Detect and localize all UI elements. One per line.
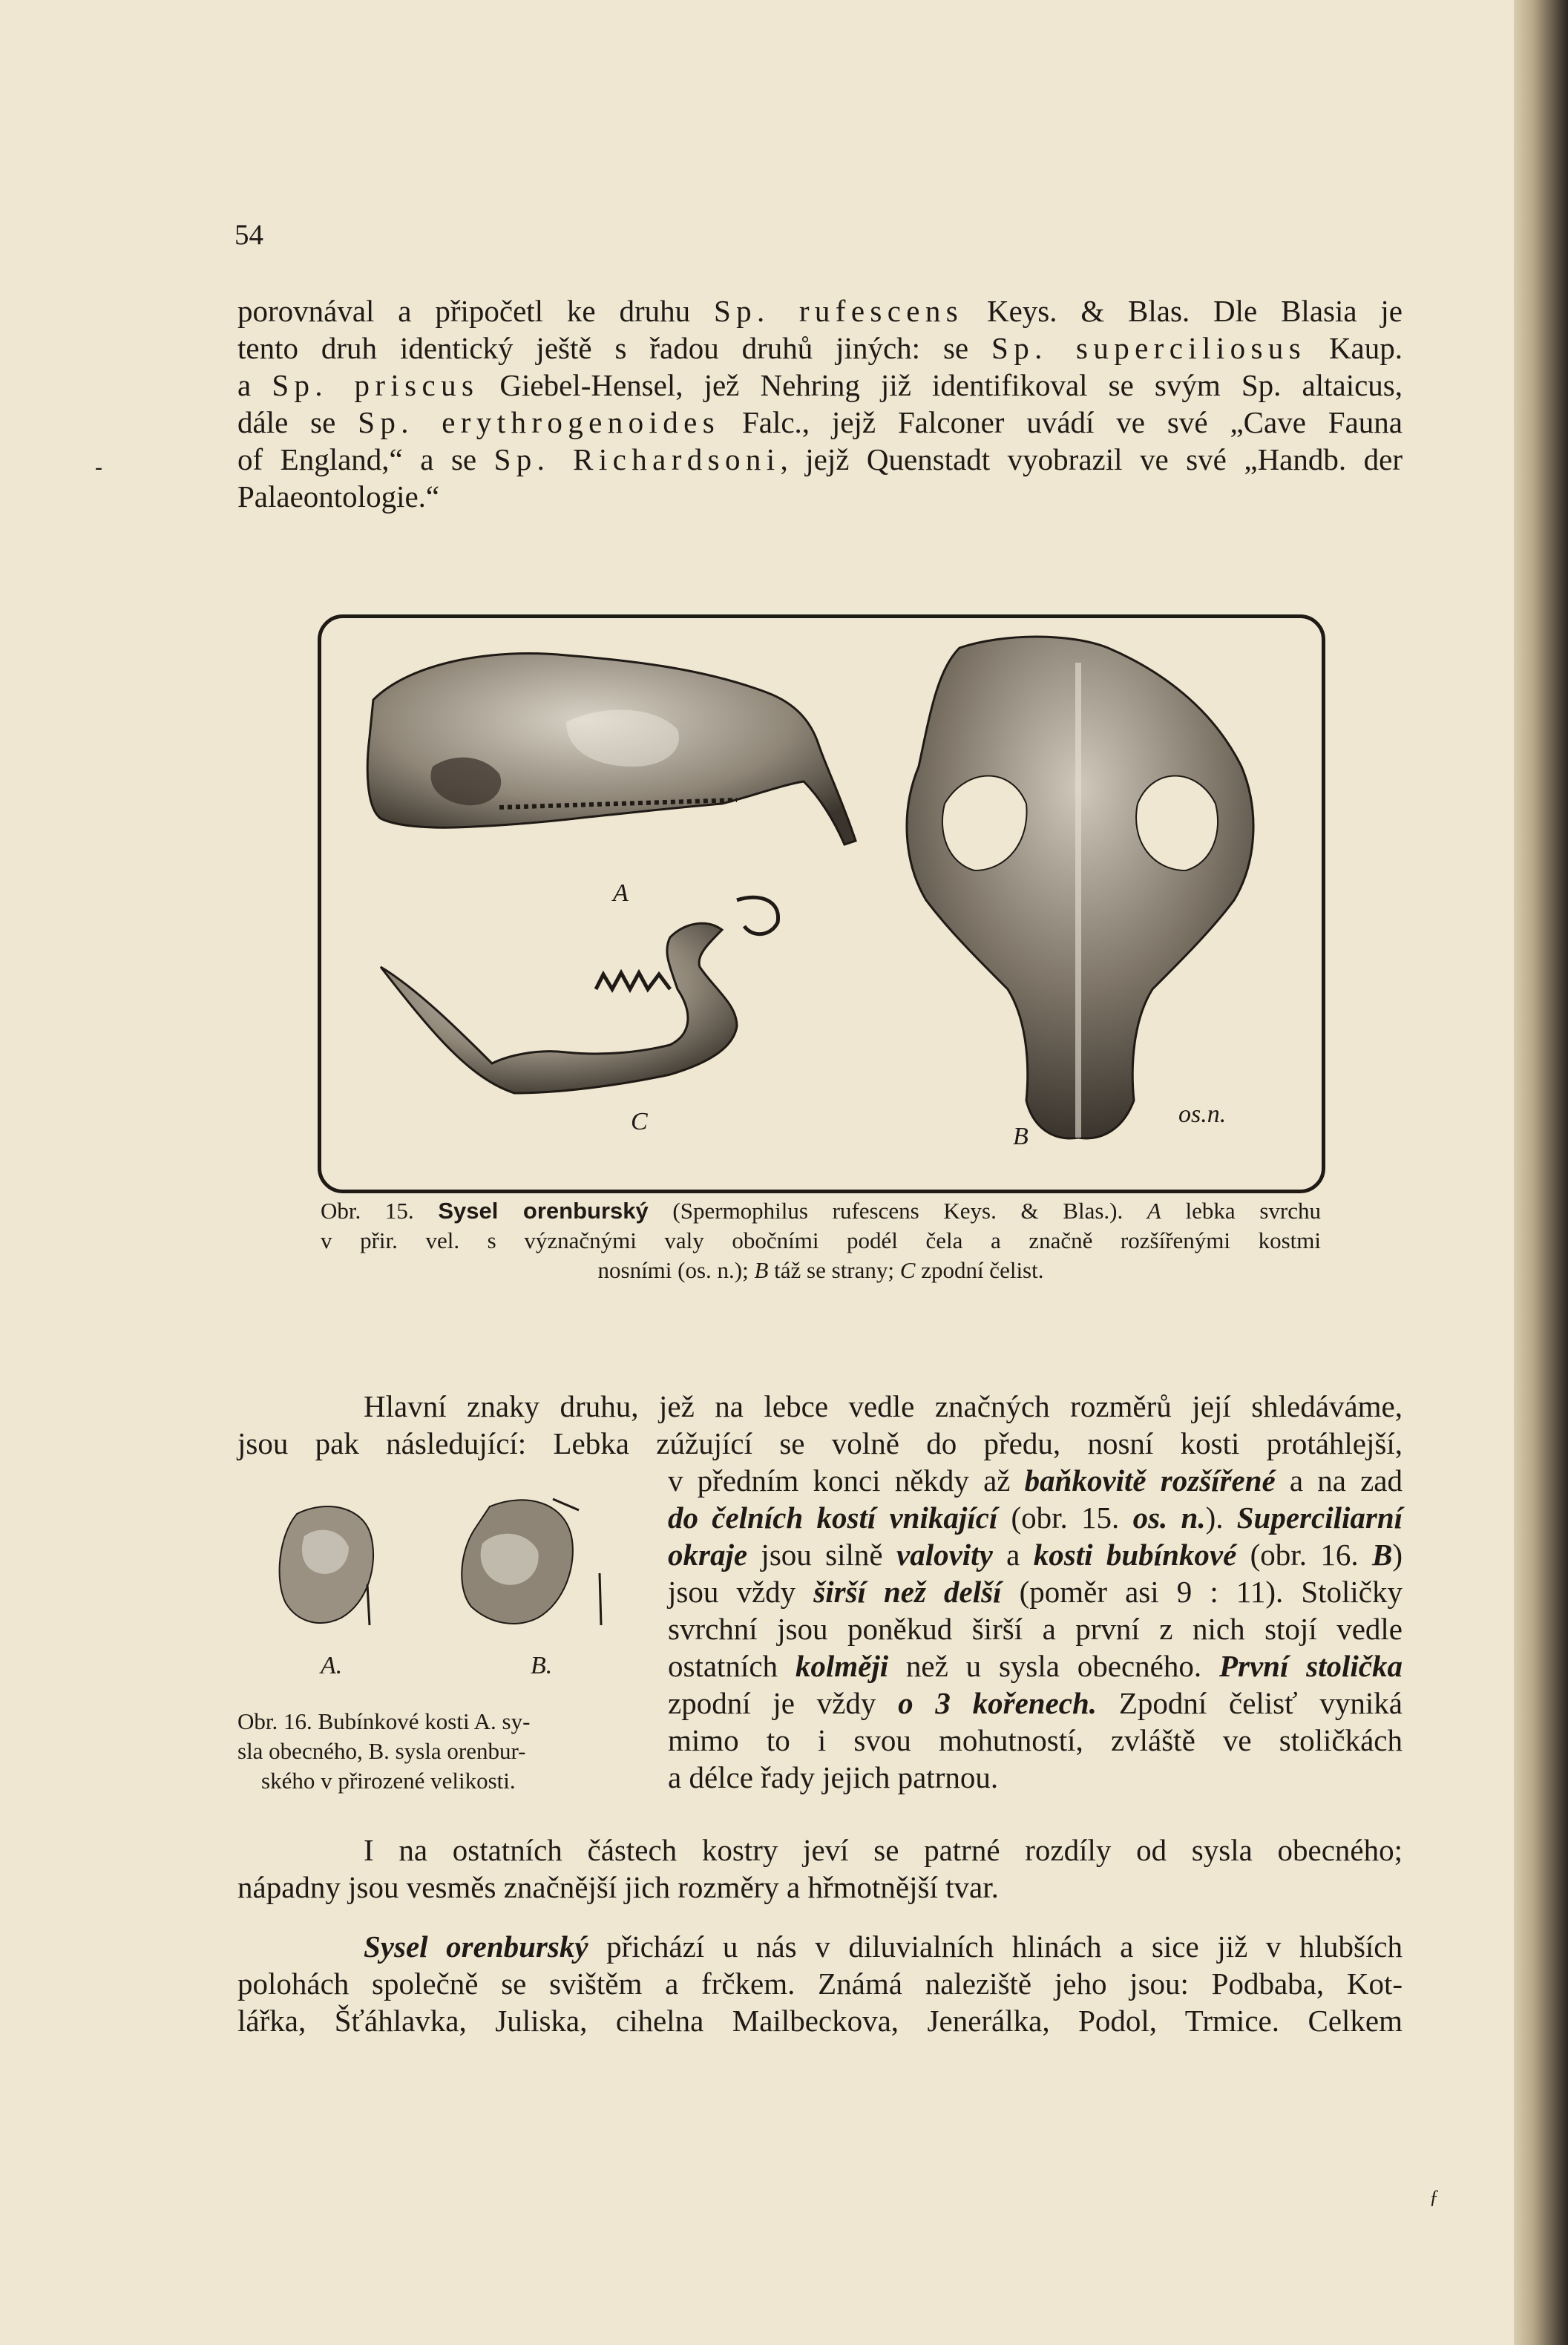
figure-15-label-b: B [1013,1123,1029,1150]
text-span: Sp. erythrogenoides [358,405,721,439]
text-span: B [754,1257,769,1283]
text-span: Superciliarní [1236,1501,1403,1535]
text-span: Sp. priscus [272,368,479,402]
text-span: První stolička [1218,1649,1403,1683]
main-line: Hlavní znaky druhu, jež na lebce vedle značných rozměrů její shledáváme, [364,1389,1403,1423]
text-span: Obr. 15. [321,1198,439,1224]
text-span: svrchní jsou poněkud širší a první z nich stojí vedle [668,1612,1403,1646]
text-span: jsou vždy [668,1575,814,1609]
text-span: o 3 kořenech. [898,1686,1098,1720]
text-span: zpodní je vždy [668,1686,899,1720]
closing-line [364,1928,1403,1965]
text-span: nosními (os. n.); [597,1257,755,1283]
text-span: (obr. 15. [997,1501,1133,1535]
figure-15-illustration [321,618,1322,1190]
figure-15-frame [318,614,1325,1193]
text-span: než u sysla obecného. [888,1649,1219,1683]
caption-line: sla obecného, B. sysla orenbur- [237,1738,526,1764]
text-span: a [992,1538,1034,1572]
skull-lateral-drawing [367,654,856,845]
text-span: Sp. Richardsoni [493,442,781,476]
main-line [668,1573,1403,1610]
text-span: kosti bubínkové [1033,1538,1237,1572]
text-span: , jejž Quenstadt vyobrazil ve své „Handb. der [780,442,1403,476]
text-span: of England,“ a se [237,442,494,476]
text-span: (Spermophilus rufescens Keys. & Blas.). [648,1198,1147,1224]
text-span: lářka, Šťáhlavka, Juliska, cihelna Mailbeckova, Jenerálka, Podol, Trmice. Celkem [237,2004,1403,2038]
figure-15-label-a: A [613,879,629,907]
intro-line [237,404,1403,441]
text-span: a [237,368,272,402]
text-span: ) [1392,1538,1403,1572]
caption-line [321,1196,1321,1226]
main-line [668,1685,1403,1722]
text-span: mimo to i svou mohutností, zvláště ve stoličkách [668,1723,1403,1757]
figure-15-label-osn: os.n. [1178,1101,1227,1128]
text-span: polohách společně se svištěm a frčkem. Známá naleziště jeho jsou: Podbaba, Kot- [237,1967,1403,2001]
text-span: ostatních [668,1649,796,1683]
text-span: dále se [237,405,358,439]
text-span: okraje [668,1538,748,1572]
text-span: Giebel-Hensel, jež Nehring již identifikoval se svým Sp. altaicus, [479,368,1403,402]
main-line [668,1536,1403,1573]
text-span: Keys. & Blas. Dle Blasia je [963,294,1403,328]
text-span: ). [1205,1501,1237,1535]
intro-line [237,478,439,515]
figure-16-label-a: A. [321,1652,343,1679]
figure-16-illustration [245,1484,631,1692]
main-line [668,1499,1403,1536]
main-line [668,1722,1403,1759]
lower-jaw-drawing [381,897,778,1093]
text-span: v předním konci někdy až [668,1463,1025,1498]
text-span: A [1147,1198,1161,1224]
tympanic-bone-a-drawing [280,1506,373,1625]
figure-15-label-c: C [631,1108,648,1135]
caption-line [321,1256,1321,1285]
text-span: přichází u nás v diluvialních hlinách a sice již v hlubších [588,1929,1403,1964]
text-span: os. n. [1132,1501,1206,1535]
margin-mark: - [95,455,102,479]
closing-line [237,2002,1403,2039]
text-span: Sp. superciliosus [991,331,1307,365]
text-span: v přir. vel. s význačnými valy obočními podél čela a značně rozšířenými kostmi [321,1227,1321,1253]
main-line [237,1425,1403,1462]
main-line [668,1610,1403,1647]
text-span: (obr. 16. [1236,1538,1372,1572]
text-span: Kaup. [1306,331,1403,365]
skull-dorsal-drawing [907,637,1253,1138]
page-number: 54 [234,219,263,251]
main-line [668,1759,998,1796]
caption-line: Obr. 16. Bubínkové kosti A. sy- [237,1708,531,1734]
text-span: lebka svrchu [1161,1198,1321,1224]
figure-16 [245,1484,631,1692]
main-line [668,1647,1403,1685]
text-span: (poměr asi 9 : 11). Stoličky [1001,1575,1403,1609]
closing-line: I na ostatních částech kostry jeví se patrné rozdíly od sysla obecného; [364,1833,1403,1867]
closing-line: nápadny jsou vesměs značnější jich rozměry a hřmotnější tvar. [237,1870,999,1904]
text-span: kolměji [795,1649,889,1683]
text-span: baňkovitě rozšířené [1024,1463,1276,1498]
text-span: jsou pak následující: Lebka zúžující se volně do předu, nosní kosti protáhlejší, [237,1426,1403,1460]
text-span: jsou silně [747,1538,896,1572]
caption-line [321,1226,1321,1256]
text-span: tento druh identický ještě s řadou druhů jiných: se [237,331,992,365]
intro-line [237,441,1403,478]
text-span: do čelních kostí vnikající [668,1501,998,1535]
text-span: Zpodní čelisť vyniká [1097,1686,1403,1720]
text-span: valovity [896,1538,993,1572]
text-span: širší než delší [813,1575,1002,1609]
text-span: B [1371,1538,1393,1572]
closing-line [237,1965,1403,2002]
text-span: Palaeontologie.“ [237,479,440,514]
book-edge [1514,0,1568,2345]
text-span: a na zad [1275,1463,1403,1498]
text-span: zpodní čelist. [915,1257,1044,1283]
text-span: porovnával a připočetl ke druhu [237,294,714,328]
intro-line [237,292,1403,329]
figure-16-label-b: B. [531,1652,553,1679]
text-span: Sysel orenburský [438,1198,649,1224]
text-span: Sp. rufescens [713,294,964,328]
text-span: táž se strany; [768,1257,900,1283]
text-span: C [899,1257,916,1283]
text-span: a délce řady jejich patrnou. [668,1760,999,1794]
text-span: Falc., jejž Falconer uvádí ve své „Cave Fauna [720,405,1403,439]
text-span: Sysel orenburský [364,1929,588,1964]
intro-line [237,329,1403,367]
caption-line: ského v přirozené velikosti. [261,1768,516,1794]
tympanic-bone-b-drawing [462,1499,601,1625]
main-line [668,1462,1403,1499]
intro-line [237,367,1403,404]
stray-mark: ƒ [1429,2186,1439,2208]
